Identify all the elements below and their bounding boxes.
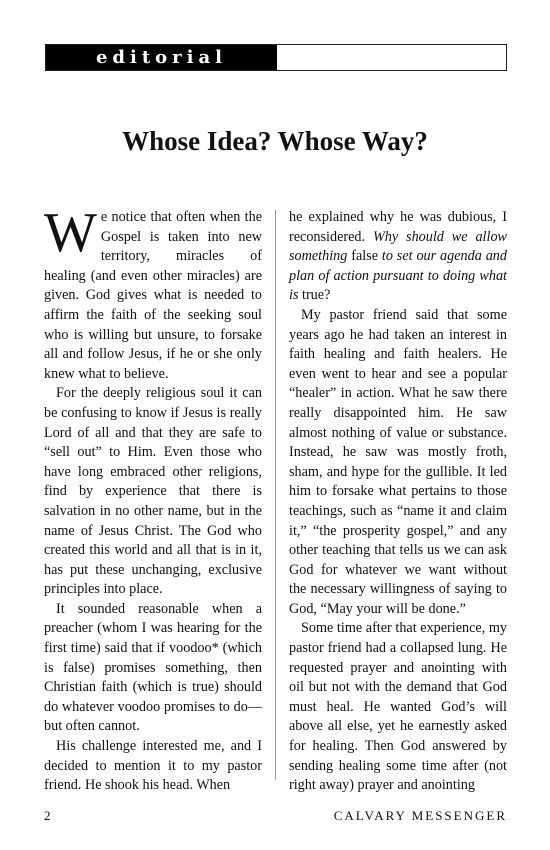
section-header [45, 44, 507, 71]
paragraph: Some time after that experience, my pastor friend had a collapsed lung. He requested prayer and anointing with oil but not with the demand that God must heal. He wanted God’s will above all else, yet he earnestly asked for healing. Then God answered by sending healing some time after (not right away) prayer and anointing [289, 620, 507, 794]
paragraph: It sounded reasonable when a preacher (whom I was hearing for the first time) said that if voodoo* (which is false) promises something, then Christian faith (which is true) should do whatever voodoo promises to do—but often cannot. [44, 600, 262, 735]
paragraph: His challenge interested me, and I decided to mention it to my pastor friend. He shook his head. When [44, 738, 262, 794]
section-label: editorial [46, 45, 277, 70]
paragraph [289, 208, 507, 306]
drop-cap: W [44, 202, 97, 264]
right-column [289, 208, 507, 796]
paragraph: For the deeply religious soul it can be confusing to know if Jesus is really Lord of all and that they are safe to “sell out” to Him. Even those who have long embraced other religions, find by experience that there is salvation in no other name, but in the name of Jesus Christ. The God who created this world and all that is in it, has put these unchanging, exclusive principles into place. [44, 385, 262, 598]
column-divider [275, 210, 276, 780]
left-column [44, 202, 262, 796]
page-footer [44, 808, 507, 824]
italic-text: to set our agenda and plan of action pursuant to doing what is [289, 248, 507, 304]
paragraph [44, 202, 262, 384]
page-number: 2 [44, 808, 51, 823]
header-blank-area [277, 45, 506, 70]
article-title: Whose Idea? Whose Way? [122, 126, 428, 156]
publication-name: CALVARY MESSENGER [333, 808, 507, 823]
paragraph-text: false [347, 248, 382, 265]
paragraph-text: e notice that often when the Gospel is taken into new territory, miracles of healing (and even other miracles) are given. God gives what is needed to affirm the faith of the seeking soul who is willing but unsure, to forsake all and follow Jesus, if he or she only knew what to believe. [44, 209, 262, 382]
paragraph-text: he explained why he was dubious, I reconsidered. [289, 209, 507, 245]
italic-text: Why should we allow something [289, 228, 507, 265]
paragraph: My pastor friend said that some years ago he had taken an interest in faith healing and faith healers. He even went to hear and see a popular “healer” in action. What he saw there really disappointed him. He saw almost nothing of value or substance. Instead, he saw was mostly froth, sham, and hype for the gullible. It led him to forsake what pertains to those teachings, such as “name it and claim it,” “the prosperity gospel,” and any other teaching that tells us we can ask God for whatever we want without the necessary willingness of saying to God, “May your will be done.” [289, 306, 507, 617]
paragraph-text: true? [298, 287, 331, 304]
